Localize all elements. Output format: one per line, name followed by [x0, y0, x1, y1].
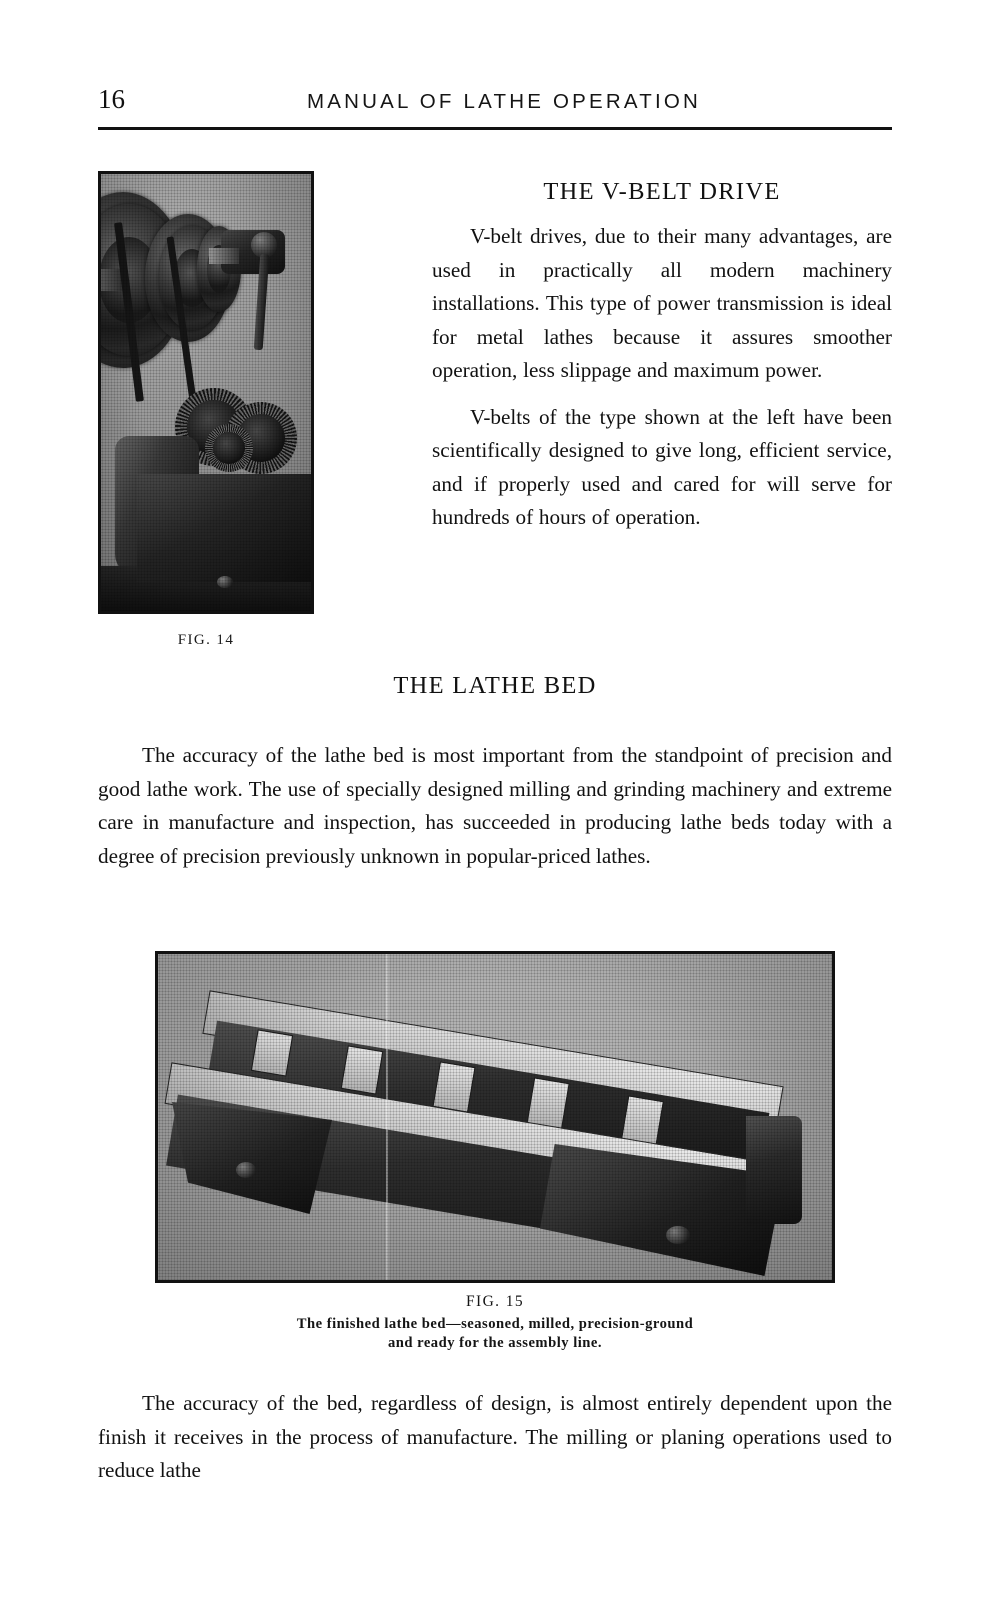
- paragraph-lathe-bed-2: The accuracy of the bed, regardless of design, is almost entirely dependent upon the finish it receives in the process of manufacture. The milling or planing operations used to reduce lathe: [98, 1391, 892, 1483]
- bed-right-end-face: [746, 1116, 802, 1224]
- bed-leg-right-boss: [666, 1226, 690, 1244]
- v-belt-drive-column: [432, 178, 892, 535]
- figure-14-caption: FIG. 14: [177, 632, 235, 648]
- lathe-bed-photo: [158, 954, 832, 1280]
- base-bolt: [217, 576, 233, 588]
- figure-15: [155, 951, 835, 1353]
- headstock-base: [137, 474, 311, 582]
- bed-leg-left: [172, 1102, 332, 1214]
- spindle-shaft: [209, 248, 239, 264]
- page-header: [98, 82, 892, 130]
- figure-15-caption-line-1: The finished lathe bed—seasoned, milled, precision-ground: [296, 1316, 694, 1332]
- bed-leg-left-boss: [236, 1162, 256, 1178]
- figure-15-caption-line-2: and ready for the assembly line.: [387, 1335, 603, 1351]
- figure-14-frame: [98, 171, 314, 614]
- page-number: 16: [98, 84, 125, 114]
- bed-rib-3: [432, 1061, 475, 1112]
- bed-rib-2: [341, 1045, 384, 1094]
- header-rule: [98, 127, 892, 130]
- change-gear-small: [205, 424, 253, 472]
- v-belt-drive-photo: [101, 174, 311, 611]
- section-heading-v-belt-drive: THE V-BELT DRIVE: [543, 178, 781, 205]
- figure-15-frame: [155, 951, 835, 1283]
- section-heading-lathe-bed: THE LATHE BED: [393, 672, 597, 699]
- figure-14: [98, 171, 314, 649]
- paragraph-lathe-bed-1: The accuracy of the lathe bed is most important from the standpoint of precision and good lathe work. The use of specially designed milling and grinding machinery and extreme care in manufacture and inspection, has succeeded in producing lathe beds today with a degree of precision previously unknown in popular-priced lathes.: [98, 743, 892, 868]
- bed-rib-1: [251, 1029, 293, 1076]
- film-scan-line: [386, 954, 388, 1280]
- paragraph-v-belt-2: V-belts of the type shown at the left have been scientifically designed to give long, efficient service, and if properly used and cared for will serve for hundreds of hours of operation.: [432, 404, 892, 529]
- figure-15-number: FIG. 15: [465, 1293, 525, 1310]
- running-head: MANUAL OF LATHE OPERATION: [307, 90, 701, 113]
- paragraph-v-belt-1: V-belt drives, due to their many advantages, are used in practically all modern machinery installations. This type of power transmission is ideal for metal lathes because it assures smoother operation, less slippage and maximum power.: [432, 224, 892, 382]
- figure-15-caption: [155, 1293, 835, 1353]
